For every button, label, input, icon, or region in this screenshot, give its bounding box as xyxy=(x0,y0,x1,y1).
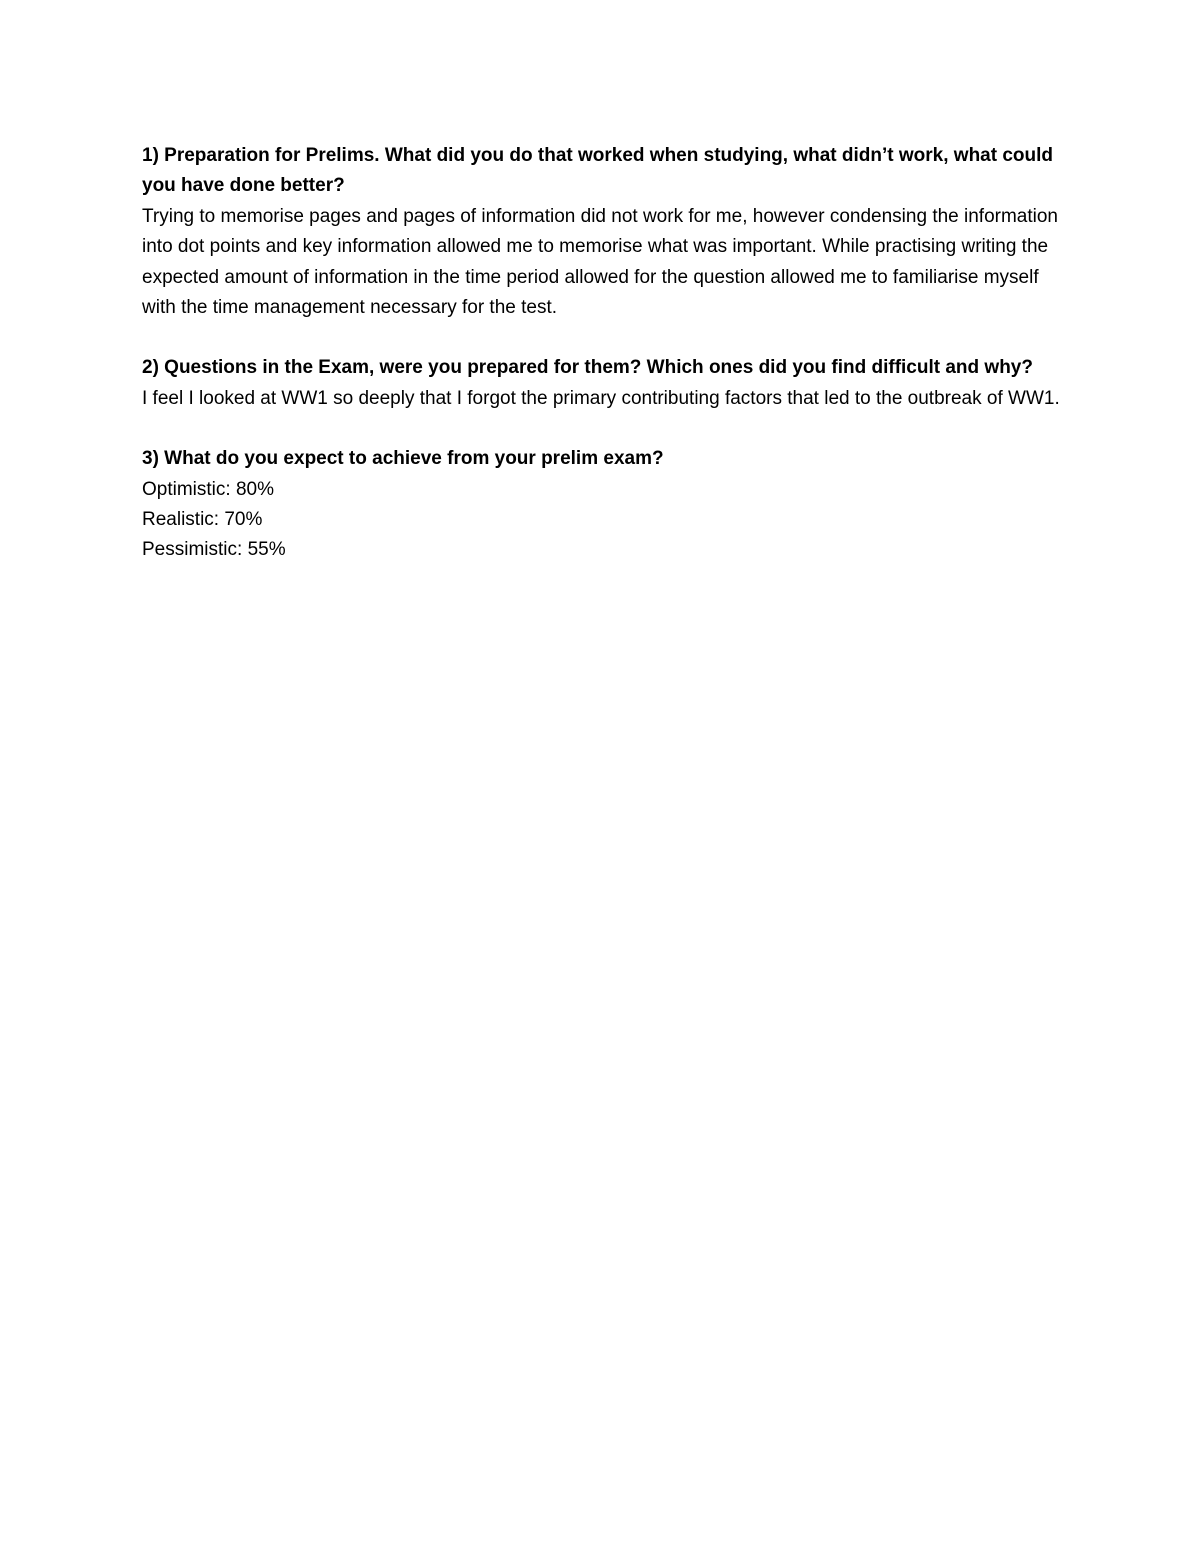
section-3 xyxy=(142,444,1062,566)
section-1 xyxy=(142,141,1062,323)
answer-3-pessimistic: Pessimistic: 55% xyxy=(142,539,286,561)
answer-1: Trying to memorise pages and pages of information did not work for me, however condensing the information into dot points and key information allowed me to memorise what was important. While practising writing the expected amount of information in the time period allowed for the question allowed me to familiarise myself with the time management necessary for the test. xyxy=(142,205,1058,319)
question-2: 2) Questions in the Exam, were you prepared for them? Which ones did you find difficult and why? xyxy=(142,357,1033,379)
answer-3-realistic: Realistic: 70% xyxy=(142,509,263,531)
answer-3-optimistic: Optimistic: 80% xyxy=(142,478,274,500)
question-3: 3) What do you expect to achieve from your prelim exam? xyxy=(142,448,664,470)
question-1: 1) Preparation for Prelims. What did you do that worked when studying, what didn’t work, what could you have done better? xyxy=(142,145,1054,197)
section-2 xyxy=(142,353,1062,414)
answer-2: I feel I looked at WW1 so deeply that I forgot the primary contributing factors that led to the outbreak of WW1. xyxy=(142,387,1060,409)
answer-3 xyxy=(142,475,1062,566)
document-content xyxy=(142,141,1062,596)
